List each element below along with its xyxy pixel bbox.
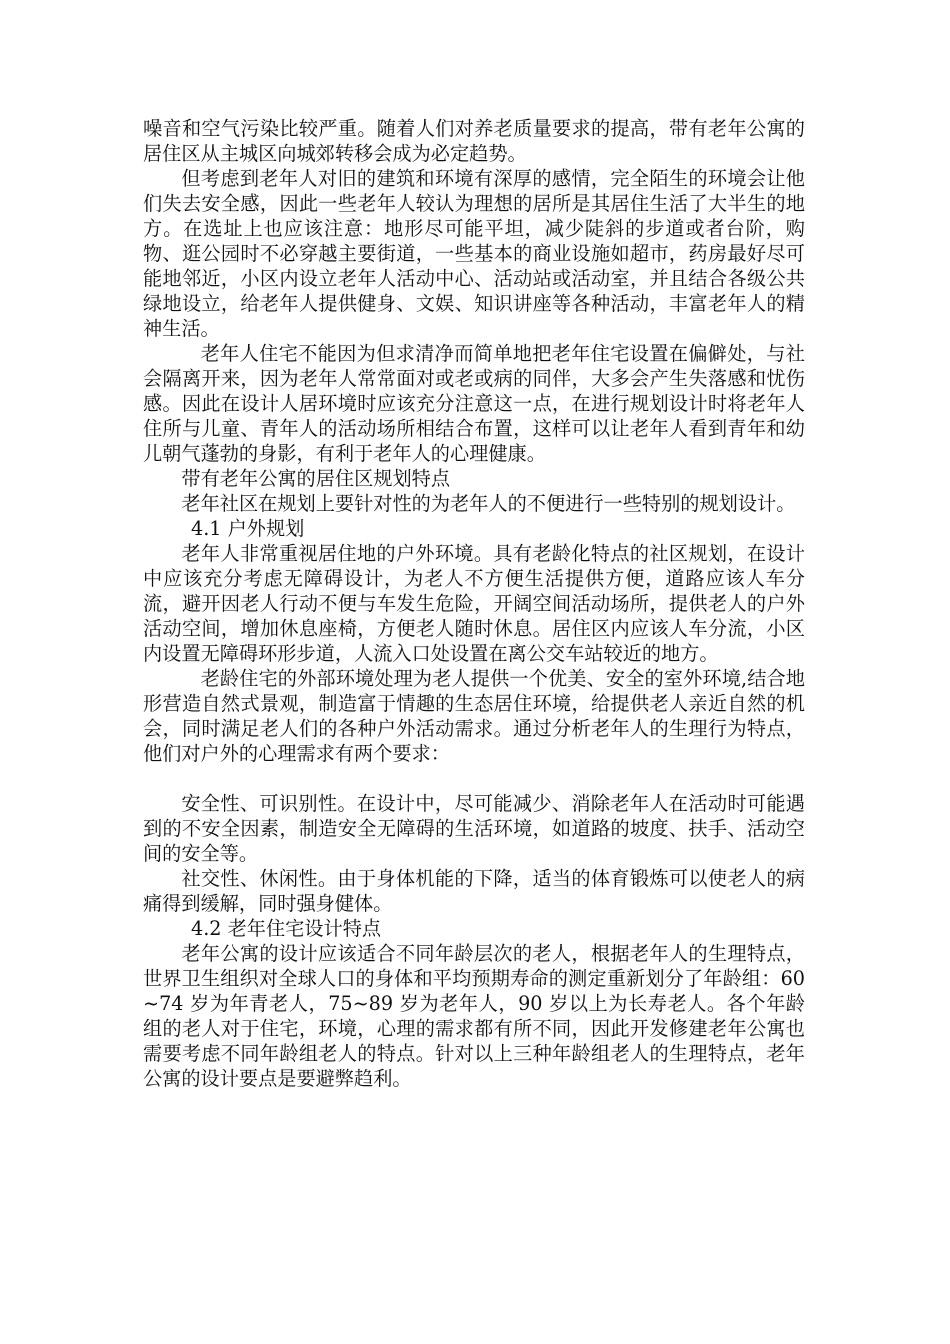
blank-line	[143, 766, 805, 791]
section-heading-outdoor-planning: 4.1 户外规划	[191, 517, 305, 540]
section-heading-housing-design: 4.2 老年住宅设计特点	[191, 917, 382, 940]
paragraph-outdoor-environment: 老年人非常重视居住地的户外环境。具有老龄化特点的社区规划，在设计中应该充分考虑无障碍设计，为老人不方便生活提供方便，道路应该人车分流，避开因老人行动不便与车发生危险，开阔空间活动场所，提供老人的户外活动空间，增加休息座椅，方便老人随时休息。居住区内应该人车分流，小区内设置无障碍环形步道，人流入口处设置在离公交车站较近的地方。	[143, 542, 805, 665]
paragraph-external-landscape: 老龄住宅的外部环境处理为老人提供一个优美、安全的室外环境,结合地形营造自然式景观，制造富于情趣的生态居住环境，给提供老人亲近自然的机会，同时满足老人们的各种户外活动需求。通过分析老年人的生理行为特点，他们对户外的心理需求有两个要求：	[143, 667, 805, 765]
section-heading-planning-features: 带有老年公寓的居住区规划特点	[181, 467, 451, 490]
document-body	[143, 116, 805, 1091]
paragraph-safety: 安全性、可识别性。在设计中，尽可能减少、消除老年人在活动时可能遇到的不安全因素，制造安全无障碍的生活环境，如道路的坡度、扶手、活动空间的安全等。	[143, 792, 805, 865]
paragraph-planning-intro: 老年社区在规划上要针对性的为老年人的不便进行一些特别的规划设计。	[181, 492, 796, 515]
paragraph-site-selection: 但考虑到老年人对旧的建筑和环境有深厚的感情，完全陌生的环境会让他们失去安全感，因此一些老年人较认为理想的居所是其居住生活了大半生的地方。在选址上也应该注意：地形尽可能平坦，减少陡斜的步道或者台阶，购物、逛公园时不必穿越主要街道，一些基本的商业设施如超市，药房最好尽可能地邻近，小区内设立老年人活动中心、活动站或活动室，并且结合各级公共绿地设立，给老年人提供健身、文娱、知识讲座等各种活动，丰富老年人的精神生活。	[143, 167, 805, 340]
paragraph-age-groups: 老年公寓的设计应该适合不同年龄层次的老人，根据老年人的生理特点，世界卫生组织对全球人口的身体和平均预期寿命的测定重新划分了年龄组：60~74 岁为年青老人，75~89 岁为老年人，90 岁以上为长寿老人。各个年龄组的老人对于住宅，环境，心理的需求都有所不同，因此开发修建老年公寓也需要考虑不同年龄组老人的特点。针对以上三种年龄组老人的生理特点，老年公寓的设计要点是要避弊趋利。	[143, 942, 805, 1090]
paragraph-social-integration: 老年人住宅不能因为但求清净而简单地把老年住宅设置在偏僻处，与社会隔离开来，因为老年人常常面对或老或病的同伴，大多会产生失落感和忧伤感。因此在设计人居环境时应该充分注意这一点，在进行规划设计时将老年人住所与儿童、青年人的活动场所相结合布置，这样可以让老年人看到青年和幼儿朝气蓬勃的身影，有利于老年人的心理健康。	[143, 342, 805, 465]
paragraph-social-leisure: 社交性、休闲性。由于身体机能的下降，适当的体育锻炼可以使老人的病痛得到缓解，同时强身健体。	[143, 867, 805, 915]
paragraph-urban-noise: 噪音和空气污染比较严重。随着人们对养老质量要求的提高，带有老年公寓的居住区从主城区向城郊转移会成为必定趋势。	[143, 117, 805, 165]
